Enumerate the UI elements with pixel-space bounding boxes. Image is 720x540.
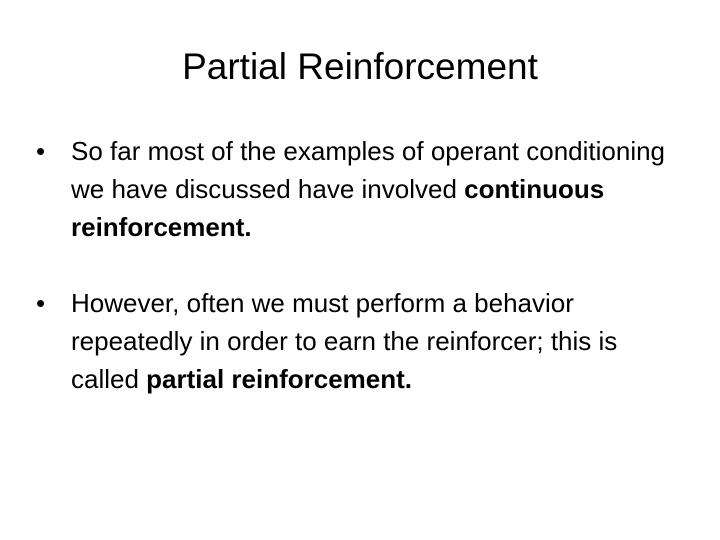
bullet-text: However, often we must perform a behavior repeatedly in order to earn the reinforcer; this is called [71,288,618,394]
bullet-text: So far most of the examples of operant conditioning we have discussed have involved [71,136,666,204]
bullet-dot-icon: • [36,288,46,318]
bullet-item [36,132,686,246]
bullet-dot-icon: • [36,136,46,166]
bullet-bold-term: continuous reinforcement. [71,174,605,242]
bullet-bold-term: partial reinforcement. [146,364,413,394]
bullet-item [36,284,686,398]
bullet-list [36,132,686,436]
slide-title: Partial Reinforcement [182,46,538,87]
